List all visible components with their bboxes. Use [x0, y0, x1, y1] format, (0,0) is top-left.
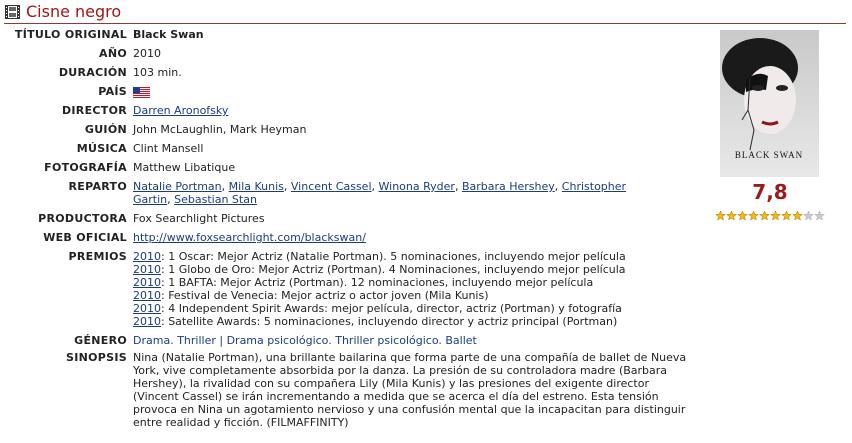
star-empty-icon — [815, 211, 825, 220]
music: Clint Mansell — [133, 142, 204, 155]
row-website — [0, 231, 690, 250]
movie-info — [0, 28, 690, 429]
label-original-title: TÍTULO ORIGINAL — [14, 28, 127, 41]
cast-link[interactable]: Barbara Hershey — [461, 180, 555, 193]
award-year-link[interactable]: 2010 — [133, 302, 161, 315]
award-year-link[interactable]: 2010 — [133, 263, 161, 276]
awards-list — [133, 250, 673, 328]
label-cast: REPARTO — [68, 180, 127, 193]
genre-link[interactable]: Drama — [133, 334, 171, 347]
poster-image — [720, 30, 819, 177]
row-cast — [0, 180, 690, 212]
award-item — [133, 276, 673, 289]
label-awards: PREMIOS — [68, 250, 127, 263]
award-year-link[interactable]: 2010 — [133, 315, 161, 328]
cast-link[interactable]: Mila Kunis — [228, 180, 284, 193]
cast-link[interactable]: Winona Ryder — [378, 180, 455, 193]
award-text: : Satellite Awards: 5 nominaciones, incluyendo director y actriz principal (Portman) — [161, 315, 618, 328]
award-year-link[interactable]: 2010 — [133, 276, 161, 289]
star-filled-icon — [793, 211, 803, 220]
genre-link[interactable]: Thriller psicológico — [335, 334, 439, 347]
row-awards — [0, 250, 690, 334]
poster-title: BLACK SWAN — [734, 150, 804, 160]
row-music — [0, 142, 690, 161]
star-filled-icon — [771, 211, 781, 220]
synopsis: Nina (Natalie Portman), una brillante bailarina que forma parte de una compañía de ballet de Nueva York, vive completamente absorbida por la danza. La presión de su controladora madre (Barbara Hershey), la rivalidad con su compañera Lily (Mila Kunis) y las presiones del exigente director (Vincent Cassel) se irán incrementando a medida que se acerca el día del estreno. Esta tensión provoca en Nina un agotamiento nervioso y una confusión mental que la incapacitan para distinguir entre realidad y ficción. (FILMAFFINITY) — [133, 351, 687, 429]
label-screenplay: GUIÓN — [84, 123, 127, 136]
star-filled-icon — [760, 211, 770, 220]
label-genre: GÉNERO — [74, 334, 127, 347]
usa-flag-icon — [133, 87, 150, 98]
genre-link[interactable]: Thriller — [177, 334, 216, 347]
label-director: DIRECTOR — [61, 104, 127, 117]
row-year — [0, 47, 690, 66]
year: 2010 — [133, 47, 161, 60]
star-filled-icon — [749, 211, 759, 220]
award-item — [133, 250, 673, 263]
row-screenplay — [0, 123, 690, 142]
genre-list: Drama. Thriller | Drama psicológico. Thriller psicológico. Ballet — [133, 334, 477, 347]
label-producer: PRODUCTORA — [38, 212, 127, 225]
rating-score: 7,8 — [752, 180, 788, 204]
page-header — [4, 1, 846, 24]
star-filled-icon — [738, 211, 748, 220]
award-item — [133, 263, 673, 276]
page-title: Cisne negro — [26, 2, 122, 21]
award-text: : 1 Oscar: Mejor Actriz (Natalie Portman). 5 nominaciones, incluyendo mejor película — [161, 250, 626, 263]
star-empty-icon — [804, 211, 814, 220]
original-title: Black Swan — [133, 28, 204, 41]
award-text: : 1 Globo de Oro: Mejor Actriz (Portman). 4 Nominaciones, incluyendo mejor película — [161, 263, 626, 276]
cast-list: Natalie Portman, Mila Kunis, Vincent Cassel, Winona Ryder, Barbara Hershey, Christopher Gartin, Sebastian Stan — [133, 180, 627, 206]
award-year-link[interactable]: 2010 — [133, 289, 161, 302]
star-filled-icon — [727, 211, 737, 220]
label-year: AÑO — [99, 47, 127, 60]
cast-link[interactable]: Natalie Portman — [133, 180, 222, 193]
film-icon — [5, 5, 20, 19]
duration: 103 min. — [133, 66, 182, 79]
row-synopsis — [0, 351, 690, 429]
award-year-link[interactable]: 2010 — [133, 250, 161, 263]
star-filled-icon — [716, 211, 726, 220]
row-country — [0, 85, 690, 104]
award-item — [133, 302, 673, 315]
genre-link[interactable]: Drama psicológico — [226, 334, 329, 347]
producer: Fox Searchlight Pictures — [133, 212, 265, 225]
label-country: PAÍS — [98, 85, 127, 98]
screenplay: John McLaughlin, Mark Heyman — [133, 123, 307, 136]
label-music: MÚSICA — [76, 142, 127, 155]
row-photography — [0, 161, 690, 180]
award-item — [133, 289, 673, 302]
star-filled-icon — [782, 211, 792, 220]
genre-link[interactable]: Ballet — [445, 334, 477, 347]
award-text: : 1 BAFTA: Mejor Actriz (Portman). 12 nominaciones, incluyendo mejor película — [161, 276, 594, 289]
row-producer — [0, 212, 690, 231]
label-photography: FOTOGRAFÍA — [44, 161, 127, 174]
award-item — [133, 315, 673, 328]
rating-stars — [715, 210, 827, 222]
director-link[interactable]: Darren Aronofsky — [133, 104, 229, 117]
row-original-title — [0, 28, 690, 47]
award-text: : 4 Independent Spirit Awards: mejor película, director, actriz (Portman) y fotografía — [161, 302, 622, 315]
label-synopsis: SINOPSIS — [66, 351, 127, 364]
row-director — [0, 104, 690, 123]
photography: Matthew Libatique — [133, 161, 236, 174]
movie-poster[interactable] — [720, 30, 819, 177]
award-text: : Festival de Venecia: Mejor actriz o actor joven (Mila Kunis) — [161, 289, 489, 302]
label-duration: DURACIÓN — [58, 66, 127, 79]
label-website: WEB OFICIAL — [43, 231, 127, 244]
row-genre — [0, 334, 690, 351]
cast-link[interactable]: Christopher Gartin — [133, 180, 627, 206]
website-link[interactable]: http://www.foxsearchlight.com/blackswan/ — [133, 231, 366, 244]
cast-link[interactable]: Vincent Cassel — [290, 180, 372, 193]
cast-link[interactable]: Sebastian Stan — [174, 193, 257, 206]
row-duration — [0, 66, 690, 85]
